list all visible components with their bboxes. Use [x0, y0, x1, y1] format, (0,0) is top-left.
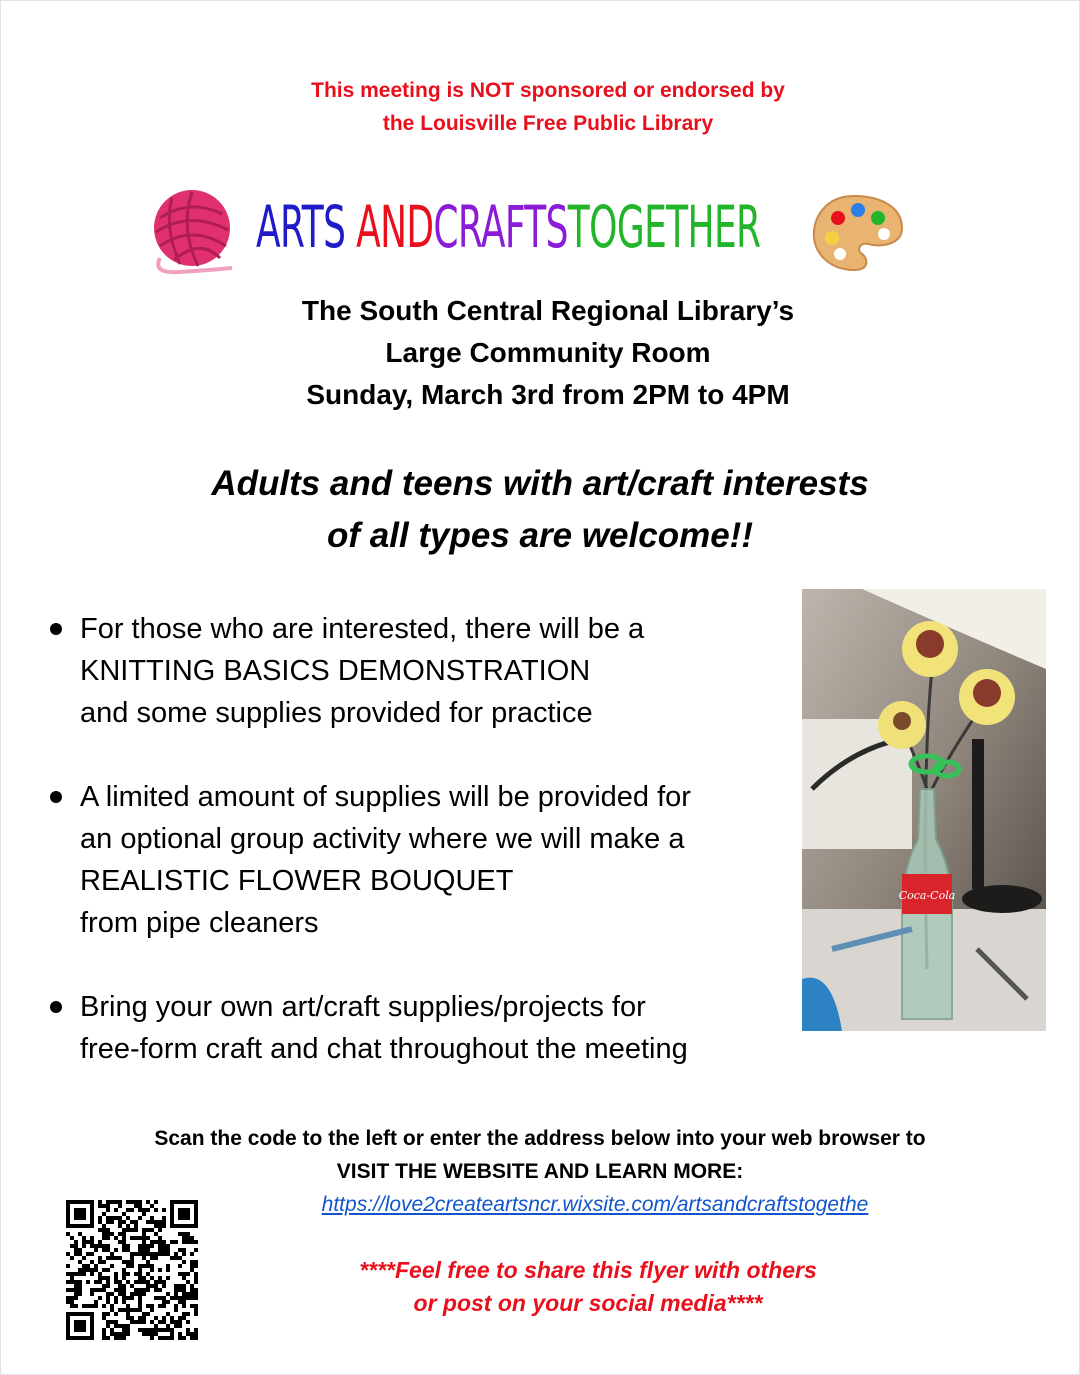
bullet-line: KNITTING BASICS DEMONSTRATION [80, 655, 591, 687]
disclaimer [0, 74, 1080, 140]
yarn-ball-icon [154, 190, 232, 272]
banner-word-together: TOGETHER [567, 193, 761, 261]
bullet-dot-icon [50, 1001, 62, 1013]
welcome-line-1: Adults and teens with art/craft interests [211, 464, 869, 503]
banner-word-and: AND [356, 193, 434, 261]
flower-bouquet-photo [802, 589, 1046, 1031]
bullet-dot-icon [50, 791, 62, 803]
bullet-item [50, 608, 770, 734]
bullet-line: Bring your own art/craft supplies/projects for [80, 991, 646, 1023]
welcome-line-2: of all types are welcome!! [327, 516, 753, 555]
banner-word-arts: ARTS [256, 193, 357, 261]
venue-line-2: Large Community Room [385, 337, 711, 368]
share-line-2: or post on your social media**** [413, 1290, 763, 1316]
welcome-heading [0, 458, 1080, 562]
bullet-item [50, 986, 770, 1070]
venue-line-1: The South Central Regional Library’s [301, 295, 795, 326]
paint-palette-icon [814, 196, 902, 270]
bottle-label: Coca-Cola [898, 889, 956, 902]
banner-word-crafts: CRAFTS [433, 193, 568, 261]
venue-info [0, 290, 1080, 416]
bullet-line: free-form craft and chat throughout the meeting [80, 1033, 688, 1065]
venue-line-3: Sunday, March 3rd from 2PM to 4PM [306, 379, 790, 410]
disclaimer-line-1: This meeting is NOT sponsored or endorsed by [311, 79, 785, 102]
bullet-line: A limited amount of supplies will be provided for [80, 781, 691, 813]
footer-line-2: VISIT THE WEBSITE AND LEARN MORE: [336, 1160, 744, 1183]
bullet-line: an optional group activity where we will make a [80, 823, 685, 855]
banner-title [256, 192, 760, 262]
bullet-dot-icon [50, 623, 62, 635]
bullet-item [50, 776, 770, 944]
bullet-list [50, 608, 770, 1112]
qr-code-icon[interactable] [66, 1200, 198, 1340]
bullet-line: from pipe cleaners [80, 907, 319, 939]
bullet-line: and some supplies provided for practice [80, 697, 593, 729]
disclaimer-line-2: the Louisville Free Public Library [382, 112, 714, 135]
photo-illustration [802, 589, 1046, 1031]
bullet-line: REALISTIC FLOWER BOUQUET [80, 865, 514, 897]
bullet-line: For those who are interested, there will be a [80, 613, 645, 645]
share-line-1: ****Feel free to share this flyer with others [359, 1257, 817, 1283]
website-link[interactable]: https://love2createartsncr.wixsite.com/artsandcraftstogethe [321, 1193, 869, 1216]
footer-line-1: Scan the code to the left or enter the address below into your web browser to [154, 1127, 926, 1150]
